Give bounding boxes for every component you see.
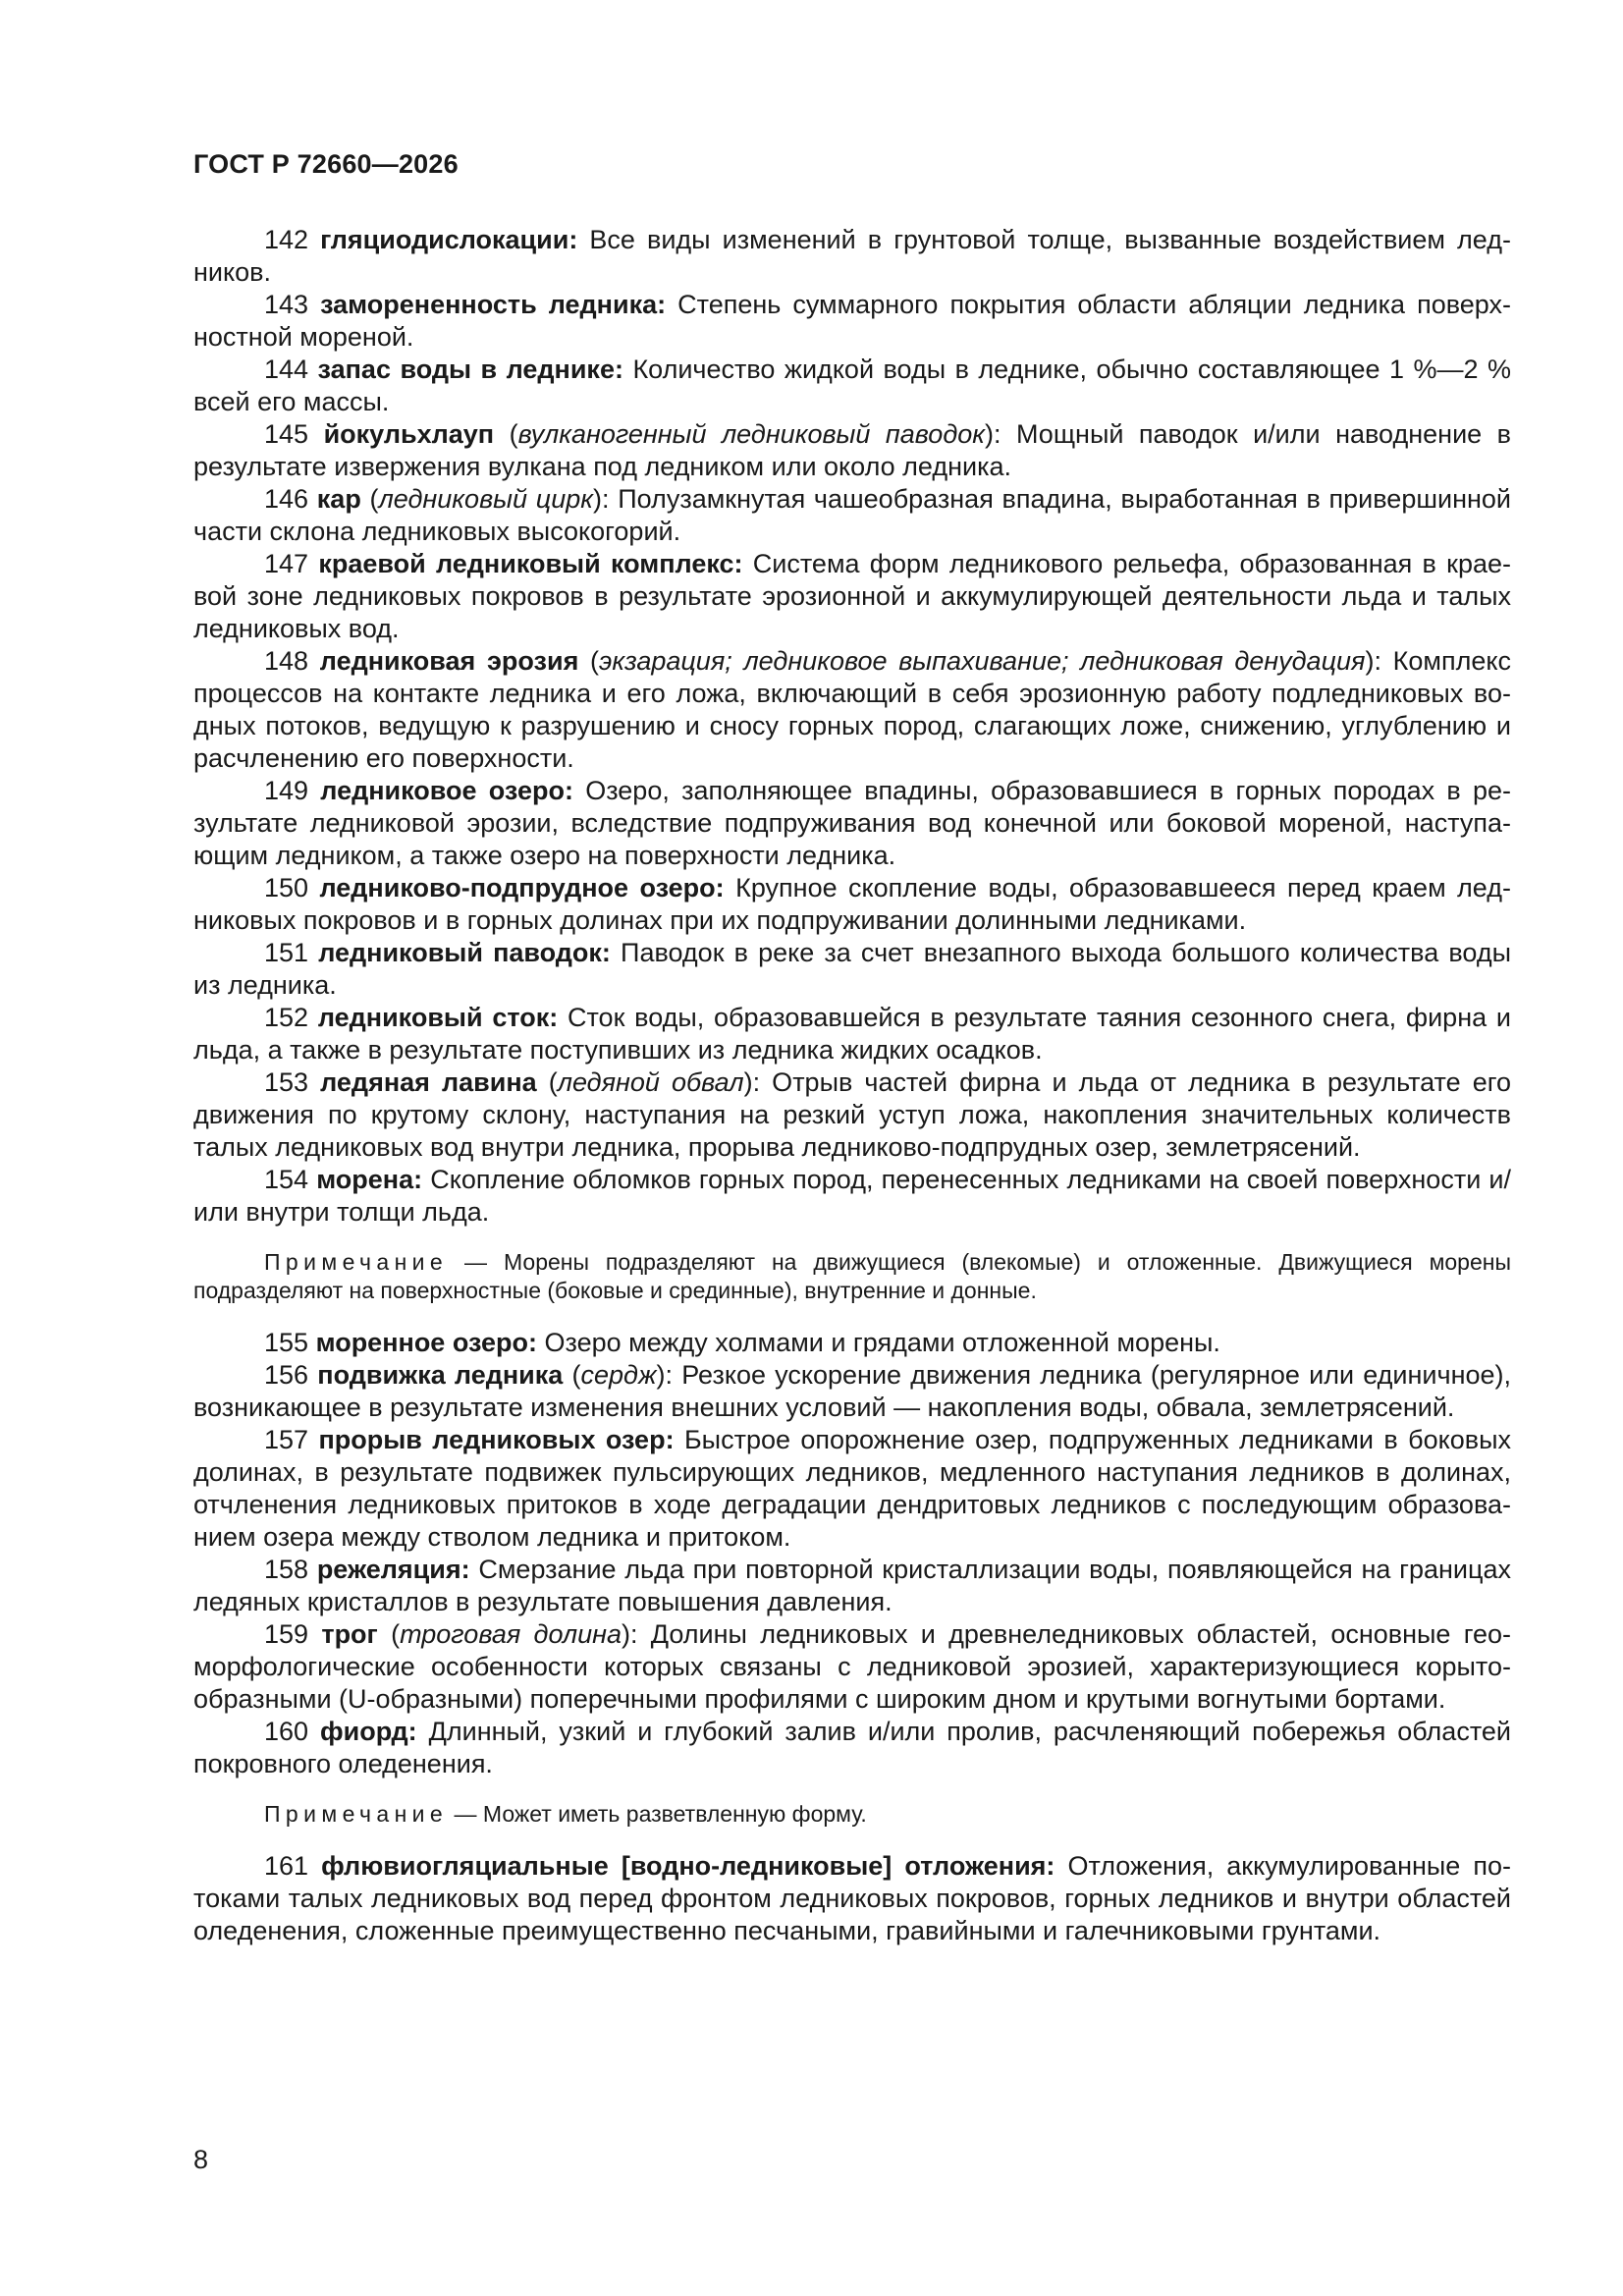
- term-definition: Отложения, аккумулированные потоками талых ледниковых вод перед фронтом ледниковых покровов, горных ледников и внутри областей оледенения, сложенные преимущественно песчаными, гравийными и галечниковыми грунтами.: [193, 1851, 1511, 1945]
- term-name: прорыв ледниковых озер:: [318, 1425, 675, 1454]
- term-definition: Сток воды, образовавшейся в результате таяния сезонного снега, фирна и льда, а также в результате поступивших из ледника жидких осадков.: [193, 1003, 1511, 1065]
- synonym-open: (: [360, 484, 379, 514]
- term-entry: [193, 1554, 1511, 1618]
- term-name: запас воды в леднике:: [317, 355, 623, 384]
- term-entry: [193, 1359, 1511, 1424]
- term-name: ледниковое озеро:: [320, 776, 573, 805]
- term-number: 157: [264, 1425, 309, 1454]
- term-number: 151: [264, 938, 309, 967]
- term-number: 159: [264, 1619, 309, 1649]
- term-synonym: троговая долина: [400, 1619, 622, 1649]
- term-entry: [193, 483, 1511, 548]
- page-header: ГОСТ Р 72660—2026: [193, 149, 459, 179]
- term-entry: [193, 418, 1511, 483]
- term-number: 154: [264, 1165, 309, 1194]
- term-entry: [193, 1164, 1511, 1229]
- term-name: подвижка ледника: [317, 1360, 564, 1390]
- note-text: — Морены подразделяют на движущиеся (влекомые) и отложенные. Движущиеся морены подразделяют на поверхностные (боковые и срединные), внутренние и донные.: [193, 1249, 1511, 1303]
- term-definition: Паводок в реке за счет внезапного выхода большого количества воды из ледника.: [193, 938, 1511, 1000]
- term-number: 156: [264, 1360, 309, 1390]
- term-definition: Озеро между холмами и грядами отложенной морены.: [537, 1328, 1220, 1357]
- synonym-close: ): [743, 1067, 753, 1097]
- term-entry: [193, 645, 1511, 775]
- term-number: 148: [264, 646, 309, 676]
- term-name: режеляция:: [316, 1555, 470, 1584]
- term-definition: : Комплекс процессов на контакте ледника и его ложа, включающий в себя эрозионную работу подледниковых водных потоков, ведущую к разрушению и сносу горных пород, слагающих ложе, снижению, углублению и расчленению его поверхности.: [193, 646, 1511, 773]
- synonym-open: (: [494, 419, 518, 449]
- note: [193, 1800, 1511, 1829]
- synonym-open: (: [377, 1619, 401, 1649]
- synonym-open: (: [536, 1067, 558, 1097]
- term-definition: Степень суммарного покрытия области абляции ледника поверхностной мореной.: [193, 290, 1511, 352]
- term-name: моренное озеро:: [315, 1328, 538, 1357]
- term-definition: Система форм ледникового рельефа, образованная в краевой зоне ледниковых покровов в результате эрозионной и аккумулирующей деятельности льда и талых ледниковых вод.: [193, 549, 1511, 643]
- note-text: — Может иметь разветвленную форму.: [448, 1801, 867, 1827]
- term-entry: [193, 1327, 1511, 1359]
- term-name: краевой ледниковый комплекс:: [318, 549, 743, 578]
- term-synonym: сердж: [580, 1360, 657, 1390]
- term-definition: : Резкое ускорение движения ледника (регулярное или единичное), возникающее в результате изменения внешних условий — накопления воды, обвала, землетрясений.: [193, 1360, 1511, 1422]
- term-definition: Быстрое опорожнение озер, подпруженных ледниками в боковых долинах, в результате подвижек пульсирующих ледников, медленного наступания ледников в долинах, отчленения ледниковых притоков в ходе деградации дендритовых ледников с последующим образованием озера между стволом ледника и притоком.: [193, 1425, 1511, 1552]
- synonym-close: ): [622, 1619, 630, 1649]
- term-name: ледниковая эрозия: [319, 646, 579, 676]
- term-entry: [193, 775, 1511, 872]
- term-number: 145: [264, 419, 309, 449]
- term-number: 149: [264, 776, 309, 805]
- term-name: ледниково-подпрудное озеро:: [319, 873, 725, 902]
- synonym-open: (: [563, 1360, 581, 1390]
- term-name: трог: [321, 1619, 378, 1649]
- synonym-close: ): [656, 1360, 666, 1390]
- term-definition: : Полузамкнутая чашеобразная впадина, выработанная в привершинной части склона ледниковых высокогорий.: [193, 484, 1511, 546]
- term-definition: : Долины ледниковых и древнеледниковых областей, основные геоморфологические особенности которых связаны с ледниковой эрозией, характеризующиеся корытообразными (U-образными) поперечными профилями с широким дном и крутыми вогнутыми бортами.: [193, 1619, 1511, 1714]
- term-number: 153: [264, 1067, 309, 1097]
- term-entry: [193, 1850, 1511, 1947]
- term-synonym: экзарация; ледниковое выпахивание; ледниковая денудация: [599, 646, 1366, 676]
- term-name: ледниковый сток:: [317, 1003, 559, 1032]
- term-number: 152: [264, 1003, 309, 1032]
- term-number: 155: [264, 1328, 309, 1357]
- synonym-close: ): [985, 419, 995, 449]
- term-synonym: ледяной обвал: [557, 1067, 744, 1097]
- term-entry: [193, 1002, 1511, 1066]
- term-name: заморененность ледника:: [320, 290, 667, 319]
- term-number: 160: [264, 1717, 309, 1746]
- page-number: 8: [193, 2145, 209, 2174]
- term-entry: [193, 289, 1511, 354]
- term-definition: Скопление обломков горных пород, перенесенных ледниками на своей поверхности и/или внутри толщи льда.: [193, 1165, 1511, 1227]
- term-number: 144: [264, 355, 309, 384]
- note-label: Примечание: [264, 1801, 449, 1827]
- term-entry: [193, 1618, 1511, 1716]
- term-number: 146: [264, 484, 309, 514]
- term-entry: [193, 1066, 1511, 1164]
- term-number: 147: [264, 549, 309, 578]
- term-number: 143: [264, 290, 309, 319]
- term-entry: [193, 937, 1511, 1002]
- term-name: ледяная лавина: [320, 1067, 537, 1097]
- term-entry: [193, 1716, 1511, 1780]
- synonym-open: (: [578, 646, 600, 676]
- term-definition: Озеро, заполняющее впадины, образовавшиеся в горных породах в результате ледниковой эрозии, вследствие подпруживания вод конечной или боковой мореной, наступающим ледником, а также озеро на поверхности ледника.: [193, 776, 1511, 870]
- term-entry: [193, 224, 1511, 289]
- term-definition: Длинный, узкий и глубокий залив и/или пролив, расчленяющий побережья областей покровного оледенения.: [193, 1717, 1511, 1778]
- note: [193, 1248, 1511, 1305]
- term-number: 142: [264, 225, 309, 254]
- term-number: 158: [264, 1555, 309, 1584]
- term-entry: [193, 354, 1511, 418]
- term-definition: : Мощный паводок и/или наводнение в результате извержения вулкана под ледником или около ледника.: [193, 419, 1511, 481]
- term-synonym: ледниковый цирк: [378, 484, 593, 514]
- note-label: Примечание: [264, 1249, 449, 1275]
- term-name: йокульхлауп: [323, 419, 495, 449]
- term-definition: Смерзание льда при повторной кристаллизации воды, появляющейся на границах ледяных кристаллов в результате повышения давления.: [193, 1555, 1511, 1616]
- term-number: 161: [264, 1851, 309, 1881]
- term-entry: [193, 872, 1511, 937]
- synonym-close: ): [593, 484, 602, 514]
- term-name: ледниковый паводок:: [318, 938, 611, 967]
- term-name: фиорд:: [319, 1717, 417, 1746]
- term-synonym: вулканогенный ледниковый паводок: [517, 419, 986, 449]
- term-name: флювиогляциальные [водно-ледниковые] отложения:: [321, 1851, 1055, 1881]
- term-entry: [193, 1424, 1511, 1554]
- term-number: 150: [264, 873, 309, 902]
- term-definition: Все виды изменений в грунтовой толще, вызванные воздействием ледников.: [193, 225, 1511, 287]
- term-name: морена:: [316, 1165, 423, 1194]
- term-name: гляциодислокации:: [320, 225, 578, 254]
- term-definition: : Отрыв частей фирна и льда от ледника в результате его движения по крутому склону, наступания на резкий уступ ложа, накопления значительных количеств талых ледниковых вод внутри ледника, прорыва ледниково-подпрудных озер, землетрясений.: [193, 1067, 1511, 1162]
- term-definition: Количество жидкой воды в леднике, обычно составляющее 1 %—2 % всей его массы.: [193, 355, 1511, 416]
- term-entry: [193, 548, 1511, 645]
- synonym-close: ): [1365, 646, 1375, 676]
- term-name: кар: [316, 484, 361, 514]
- term-definition: Крупное скопление воды, образовавшееся перед краем ледниковых покровов и в горных долинах при их подпруживании долинными ледниками.: [193, 873, 1511, 935]
- document-body: [193, 224, 1511, 1947]
